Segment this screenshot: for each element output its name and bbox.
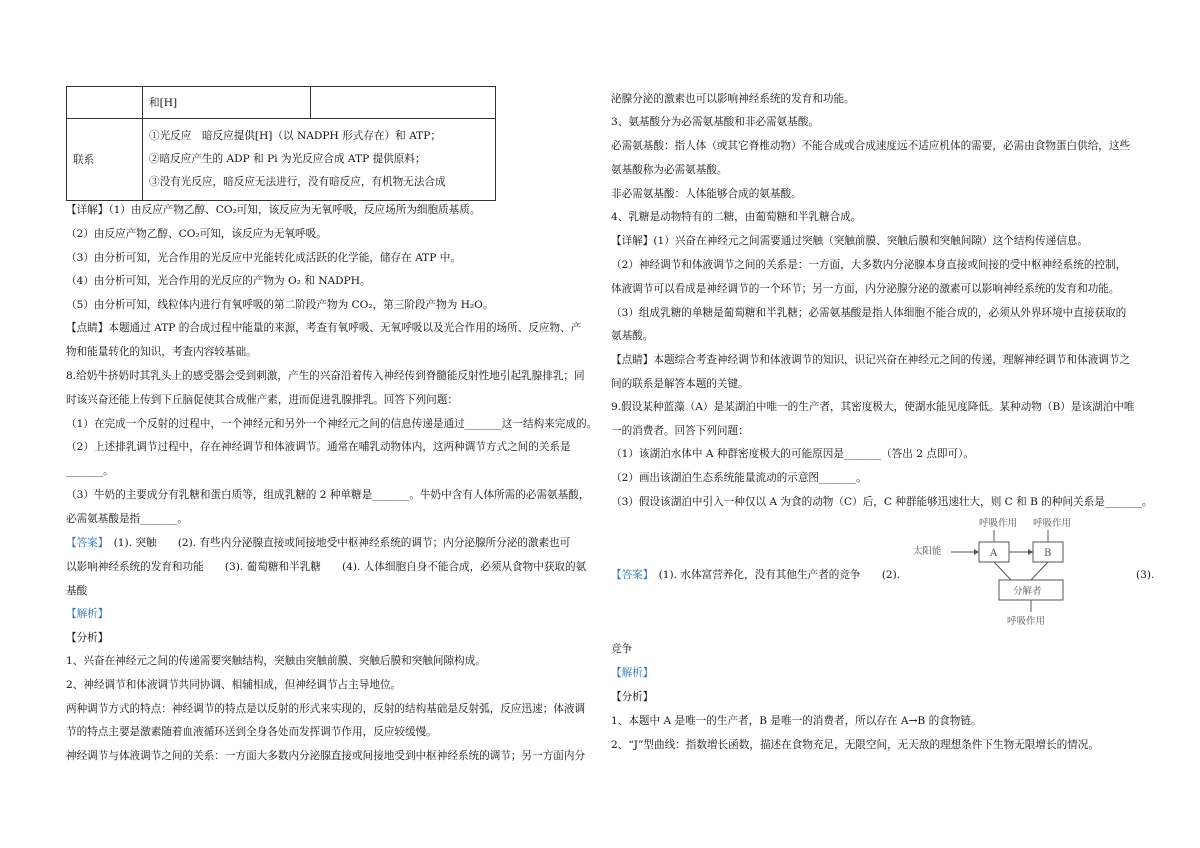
answer-line: 基酸 — [66, 585, 88, 597]
question-9-line: 9.假设某种蓝藻（A）是某湖泊中唯一的生产者，其密度极大，使湖水能见度降低。某种动物（B）是该湖泊中唯 — [611, 401, 1135, 413]
detail-line: 体液调节可以看成是神经调节的一个环节；另一方面，内分泌腺分泌的激素可以影响神经系统的发育和功能。 — [611, 283, 1120, 295]
fenxi-label: 【分析】 — [611, 691, 654, 703]
answer-text: (1). 水体富营养化，没有其他生产者的竞争 (2). — [648, 569, 901, 581]
question-8-line: 必需氨基酸是指_______。 — [66, 513, 188, 525]
diagram-label-respiration-b: 呼吸作用 — [1033, 518, 1072, 529]
arrowhead — [974, 549, 979, 555]
answer-part-3: (3). — [1136, 569, 1155, 581]
decomposer-label: 分解者 — [1013, 586, 1042, 597]
answer-line: 以影响神经系统的发育和功能 (3). 葡萄糖和半乳糖 (4). 人体细胞自身不能合成，必须从食物中获取的氨 — [66, 561, 587, 573]
analysis-line: 非必需氨基酸：人体能够合成的氨基酸。 — [611, 188, 802, 200]
jiexi-label: 【解析】 — [66, 608, 109, 620]
relation-line: ②暗反应产生的 ADP 和 Pi 为光反应合成 ATP 提供原料； — [149, 153, 426, 165]
answer-text: (1). 突触 (2). 有些内分泌腺直接或间接地受中枢神经系统的调节；内分泌腺所分泌的激素也可 — [103, 537, 571, 549]
detail-text: （1）由反应产物乙醇、CO₂可知，该反应为无氧呼吸，反应场所为细胞质基质。 — [108, 204, 481, 216]
comparison-table — [66, 86, 496, 201]
node-a-label: A — [990, 548, 998, 559]
analysis-line: 节的特点主要是激素随着血液循环送到全身各处而发挥调节作用，反应较缓慢。 — [66, 726, 437, 738]
question-9-line: （2）画出该湖泊生态系统能量流动的示意图_______。 — [611, 472, 867, 484]
detail-line: （2）神经调节和体液调节之间的关系是：一方面，大多数内分泌腺本身直接或间接的受中枢神经系统的控制， — [611, 259, 1127, 271]
arrow-b-to-decomposer — [1031, 562, 1048, 580]
table-cell-empty — [67, 87, 143, 119]
question-8-line: 时该兴奋还能上传到下丘脑促使其合成催产素，进而促进乳腺排乳。回答下列问题： — [66, 394, 458, 406]
analysis-line: 两种调节方式的特点：神经调节的特点是以反射的形式来实现的，反射的结构基础是反射弧，反应迅速；体液调 — [66, 703, 586, 715]
energy-flow-diagram — [913, 512, 1131, 630]
analysis-line: 神经调节与体液调节之间的关系：一方面大多数内分泌腺直接或间接地受到中枢神经系统的调节；另一方面内分 — [66, 750, 586, 762]
diagram-label-sun: 太阳能 — [913, 546, 942, 557]
table-cell — [311, 87, 496, 119]
detail-line: （2）由反应产物乙醇、CO₂可知，该反应为无氧呼吸。 — [66, 228, 327, 240]
analysis-line: 1、兴奋在神经元之间的传递需要突触结构，突触由突触前膜、突触后膜和突触间隙构成。 — [66, 655, 486, 667]
detail-line: （5）由分析可知，线粒体内进行有氧呼吸的第二阶段产物为 CO₂，第三阶段产物为 H₂O。 — [66, 299, 494, 311]
answer-line — [66, 536, 570, 550]
jiexi-label: 【解析】 — [611, 667, 654, 679]
analysis-line: 1、本题中 A 是唯一的生产者，B 是唯一的消费者，所以存在 A→B 的食物链。 — [611, 715, 982, 727]
answer-line — [611, 568, 900, 582]
answer-label: 【答案】 — [611, 569, 649, 581]
question-9-line: 一的消费者。回答下列问题： — [611, 425, 749, 437]
analysis-line: 必需氨基酸：指人体（或其它脊椎动物）不能合成或合成速度远不适应机体的需要，必需由食物蛋白供给，这些 — [611, 140, 1131, 152]
analysis-line: 3、氨基酸分为必需氨基酸和非必需氨基酸。 — [611, 116, 820, 128]
analysis-line: 2、“J”型曲线：指数增长函数，描述在食物充足，无限空间，无天敌的理想条件下生物无限增长的情况。 — [611, 739, 1099, 751]
diagram-label-respiration-a: 呼吸作用 — [979, 518, 1018, 529]
detail-line: （3）组成乳糖的单糖是葡萄糖和半乳糖；必需氨基酸是指人体细胞不能合成的，必须从外界环境中直接获取的 — [611, 307, 1127, 319]
analysis-line: 泌腺分泌的激素也可以影响神经系统的发育和功能。 — [611, 93, 855, 105]
detail-line: 氨基酸。 — [611, 330, 654, 342]
dianjing-line: 间的联系是解答本题的关键。 — [611, 378, 749, 390]
dianjing-line: 物和能量转化的知识，考查内容较基础。 — [66, 346, 257, 358]
detail-line: 【详解】(1）兴奋在神经元之间需要通过突触（突触前膜、突触后膜和突触间隙）这个结构传递信息。 — [611, 235, 1088, 247]
question-8-line: （3）牛奶的主要成分有乳糖和蛋白质等，组成乳糖的 2 种单糖是_______。牛奶中含有人体所需的必需氨基酸， — [66, 489, 590, 501]
table-cell: 和[H] — [143, 87, 311, 119]
question-8-line: （1）在完成一个反射的过程中，一个神经元和另外一个神经元之间的信息传递是通过_______这一结构来完成的。 — [66, 418, 598, 430]
detail-line: （3）由分析可知，光合作用的光反应中光能转化成活跃的化学能，储存在 ATP 中。 — [66, 252, 461, 264]
diagram-label-respiration-c: 呼吸作用 — [1007, 616, 1046, 627]
table-cell-relations — [143, 119, 496, 201]
answer-label: 【答案】 — [66, 537, 104, 549]
question-9-line: （3）假设该湖泊中引入一种仅以 A 为食的动物（C）后，C 种群能够迅速壮大，则 C 和 B 的种间关系是_______。 — [611, 496, 1153, 508]
fenxi-label: 【分析】 — [66, 632, 109, 644]
dianjing-line: 【点睛】本题综合考查神经调节和体液调节的知识，识记兴奋在神经元之间的传递，理解神经调节和体液调节之 — [611, 354, 1131, 366]
arrowhead — [1028, 549, 1033, 555]
arrow-a-to-decomposer — [994, 562, 1011, 580]
relation-line: ①光反应 暗反应提供[H]（以 NADPH 形式存在）和 ATP； — [149, 130, 441, 142]
detail-line: （4）由分析可知，光合作用的光反应的产物为 O₂ 和 NADPH。 — [66, 275, 371, 287]
question-8-line: 8.给奶牛挤奶时其乳头上的感受器会受到刺激，产生的兴奋沿着传入神经传到脊髓能反射性地引起乳腺排乳；同 — [66, 370, 585, 382]
analysis-line: 2、神经调节和体液调节共同协调、相辅相成，但神经调节占主导地位。 — [66, 679, 402, 691]
question-8-line: （2）上述排乳调节过程中，存在神经调节和体液调节。通常在哺乳动物体内，这两种调节方式之间的关系是 — [66, 441, 571, 453]
question-8-line: _______。 — [66, 465, 114, 477]
answer-tail: 竞争 — [611, 643, 633, 655]
detail-line — [66, 203, 480, 217]
analysis-line: 4、乳糖是动物特有的二糖，由葡萄糖和半乳糖合成。 — [611, 211, 862, 223]
question-9-line: （1）该湖泊水体中 A 种群密度极大的可能原因是_______（答出 2 点即可）。 — [611, 448, 975, 460]
node-b-label: B — [1044, 548, 1052, 559]
dianjing-line: 【点睛】本题通过 ATP 的合成过程中能量的来源，考查有氧呼吸、无氧呼吸以及光合作用的场所、反应物、产 — [66, 322, 582, 334]
relation-line: ③没有光反应，暗反应无法进行，没有暗反应，有机物无法合成 — [149, 176, 446, 188]
detail-label: 【详解】 — [66, 204, 109, 216]
table-row-label: 联系 — [67, 119, 143, 201]
analysis-line: 氨基酸称为必需氨基酸。 — [611, 164, 728, 176]
